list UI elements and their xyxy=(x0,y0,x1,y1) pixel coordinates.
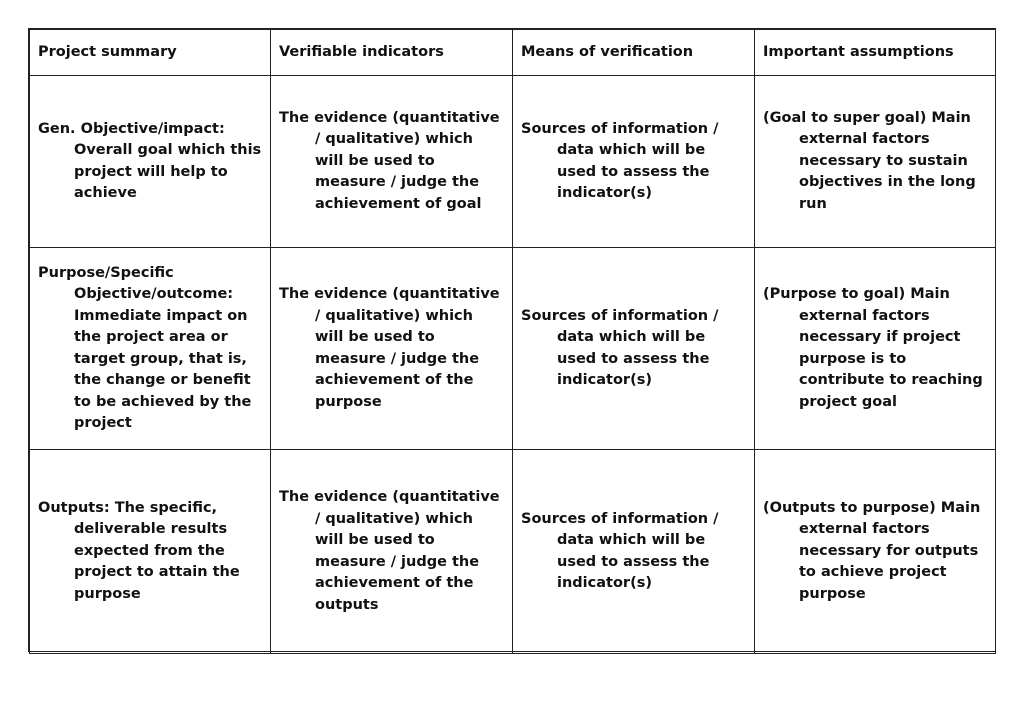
cell-text: Purpose/Specific Objective/outcome: Immediate impact on the project area or target group, that is, the change or benefit to be achieved by the project xyxy=(38,264,252,431)
cell-text: The evidence (quantitative / qualitative) which will be used to measure / judge the achievement of goal xyxy=(279,109,500,212)
cell-text: The evidence (quantitative / qualitative) which will be used to measure / judge the achievement of the purpose xyxy=(279,286,500,410)
header-means-of-verification: Means of verification xyxy=(513,30,755,76)
table-cell xyxy=(271,450,513,654)
table-cell xyxy=(30,248,271,450)
header-important-assumptions: Important assumptions xyxy=(755,30,996,76)
table-cell xyxy=(271,248,513,450)
table-row xyxy=(30,76,996,248)
logframe-table xyxy=(29,29,996,654)
cell-text: Sources of information / data which will be used to assess the indicator(s) xyxy=(521,510,719,591)
cell-text: (Outputs to purpose) Main external factors necessary for outputs to achieve project purpose xyxy=(763,499,981,602)
header-project-summary: Project summary xyxy=(30,30,271,76)
table-header-row xyxy=(30,30,996,76)
table-cell xyxy=(755,76,996,248)
table-cell xyxy=(30,450,271,654)
table-cell xyxy=(513,450,755,654)
cell-text: (Goal to super goal) Main external factors necessary to sustain objectives in the long run xyxy=(763,109,976,212)
cell-text: Sources of information / data which will be used to assess the indicator(s) xyxy=(521,120,719,201)
table-cell xyxy=(755,248,996,450)
table-cell xyxy=(513,248,755,450)
table-row xyxy=(30,450,996,654)
table-cell xyxy=(271,76,513,248)
cell-text: (Purpose to goal) Main external factors necessary if project purpose is to contribute to reaching project goal xyxy=(763,286,983,410)
header-verifiable-indicators: Verifiable indicators xyxy=(271,30,513,76)
table-cell xyxy=(755,450,996,654)
table-cell xyxy=(513,76,755,248)
table-cell xyxy=(30,76,271,248)
table-row xyxy=(30,248,996,450)
cell-text: Gen. Objective/impact: Overall goal which this project will help to achieve xyxy=(38,120,262,201)
cell-text: Sources of information / data which will be used to assess the indicator(s) xyxy=(521,307,719,388)
cell-text: Outputs: The specific, deliverable results expected from the project to attain the purpose xyxy=(38,499,240,602)
logframe-table-frame xyxy=(28,28,996,652)
cell-text: The evidence (quantitative / qualitative) which will be used to measure / judge the achievement of the outputs xyxy=(279,489,500,613)
